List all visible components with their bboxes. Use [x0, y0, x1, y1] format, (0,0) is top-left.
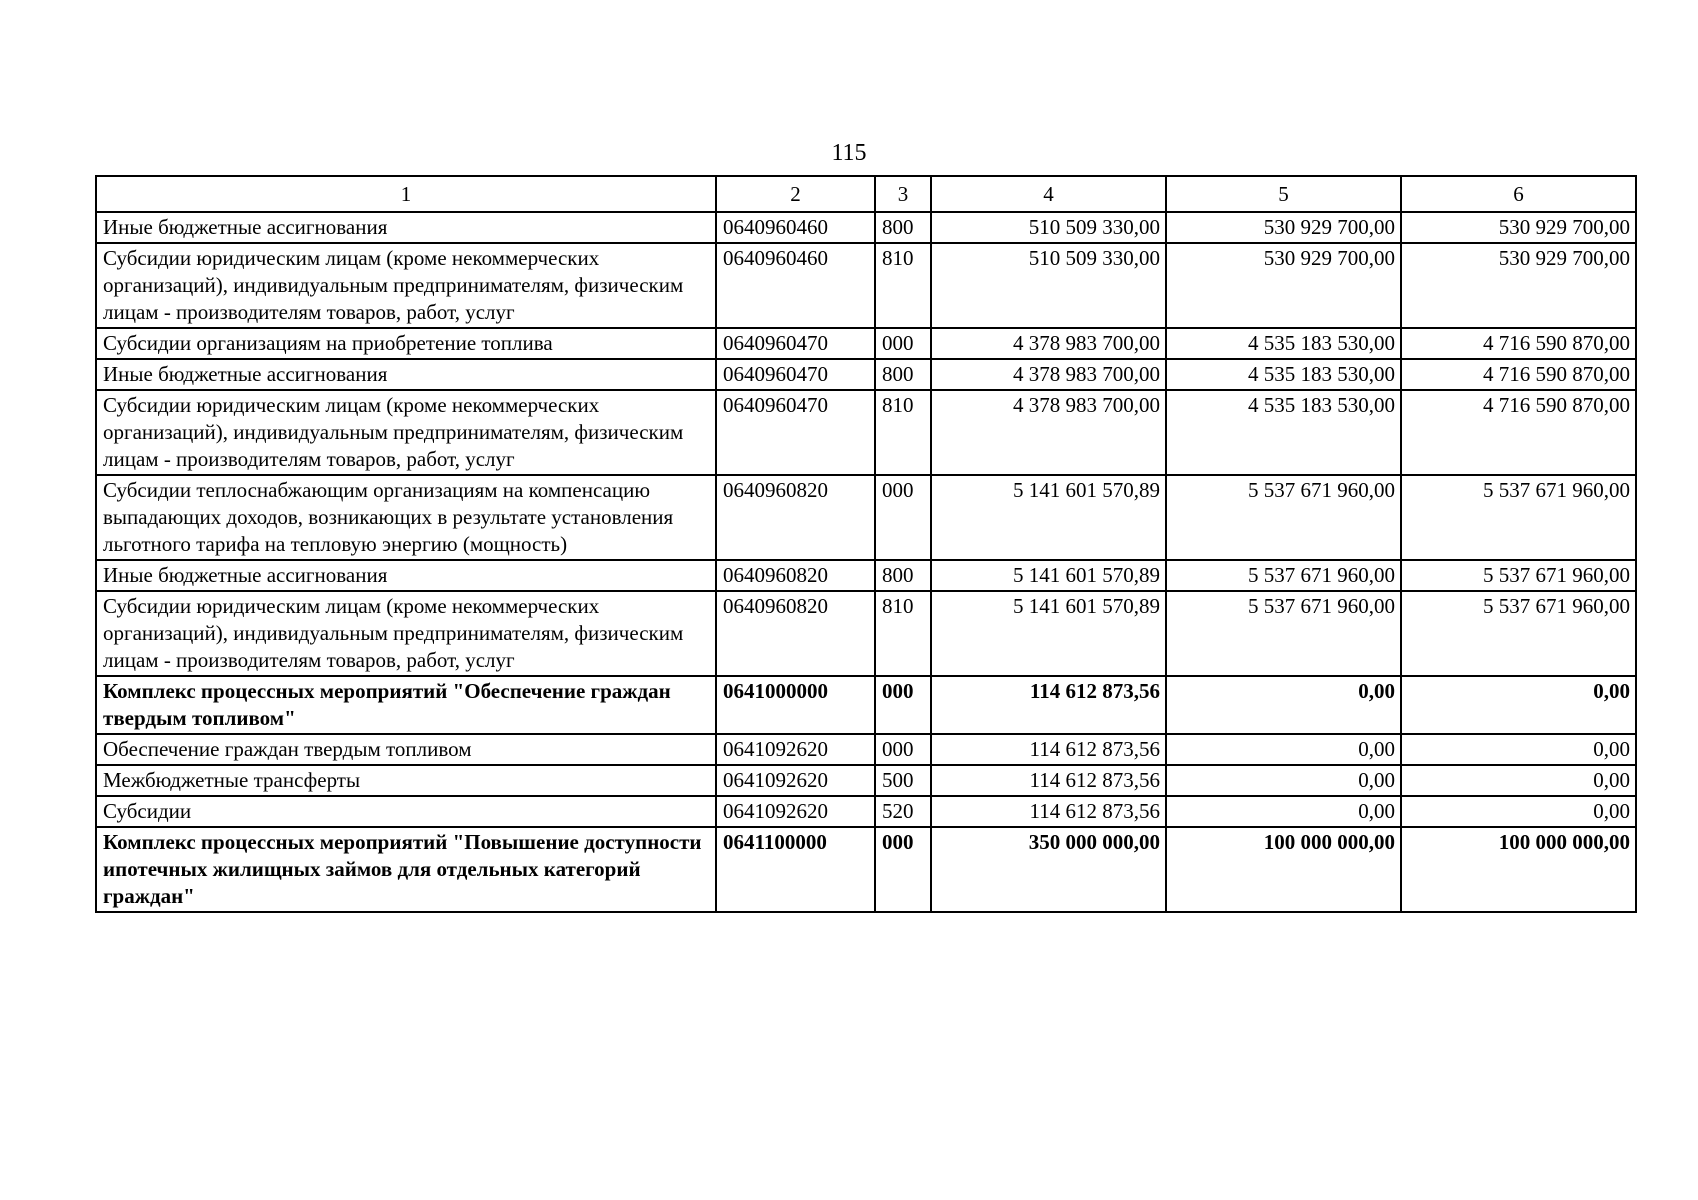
amount-col-6: 5 537 671 960,00: [1401, 560, 1636, 591]
amount-col-6: 530 929 700,00: [1401, 243, 1636, 328]
table-row: [96, 827, 1636, 912]
expense-type-code: 800: [875, 359, 931, 390]
expense-type-code: 500: [875, 765, 931, 796]
amount-col-5: 0,00: [1166, 796, 1401, 827]
amount-col-5: 4 535 183 530,00: [1166, 390, 1401, 475]
expense-type-code: 810: [875, 390, 931, 475]
table-row: [96, 765, 1636, 796]
amount-col-4: 350 000 000,00: [931, 827, 1166, 912]
item-name: Комплекс процессных мероприятий "Обеспечение граждан твердым топливом": [96, 676, 716, 734]
table-row: [96, 676, 1636, 734]
item-name: Субсидии юридическим лицам (кроме некоммерческих организаций), индивидуальным предпринимателям, физическим лицам - производителям товаров, работ, услуг: [96, 243, 716, 328]
target-article-code: 0640960820: [716, 560, 875, 591]
amount-col-4: 114 612 873,56: [931, 734, 1166, 765]
expense-type-code: 000: [875, 734, 931, 765]
table-row: [96, 359, 1636, 390]
item-name: Обеспечение граждан твердым топливом: [96, 734, 716, 765]
table-row: [96, 390, 1636, 475]
page-number: 115: [831, 140, 867, 166]
amount-col-5: 0,00: [1166, 734, 1401, 765]
expense-type-code: 520: [875, 796, 931, 827]
amount-col-5: 5 537 671 960,00: [1166, 560, 1401, 591]
column-header-3: 3: [875, 176, 931, 212]
column-header-4: 4: [931, 176, 1166, 212]
item-name: Комплекс процессных мероприятий "Повышение доступности ипотечных жилищных займов для отдельных категорий граждан": [96, 827, 716, 912]
amount-col-4: 5 141 601 570,89: [931, 591, 1166, 676]
target-article-code: 0640960820: [716, 475, 875, 560]
amount-col-6: 5 537 671 960,00: [1401, 475, 1636, 560]
expense-type-code: 000: [875, 827, 931, 912]
amount-col-4: 4 378 983 700,00: [931, 328, 1166, 359]
target-article-code: 0640960460: [716, 243, 875, 328]
amount-col-4: 4 378 983 700,00: [931, 359, 1166, 390]
table-row: [96, 560, 1636, 591]
amount-col-5: 100 000 000,00: [1166, 827, 1401, 912]
target-article-code: 0641092620: [716, 765, 875, 796]
table-row: [96, 591, 1636, 676]
amount-col-5: 5 537 671 960,00: [1166, 475, 1401, 560]
table-row: [96, 475, 1636, 560]
item-name: Субсидии юридическим лицам (кроме некоммерческих организаций), индивидуальным предпринимателям, физическим лицам - производителям товаров, работ, услуг: [96, 591, 716, 676]
amount-col-6: 5 537 671 960,00: [1401, 591, 1636, 676]
target-article-code: 0641092620: [716, 734, 875, 765]
amount-col-6: 4 716 590 870,00: [1401, 390, 1636, 475]
table-row: [96, 212, 1636, 243]
amount-col-5: 530 929 700,00: [1166, 243, 1401, 328]
amount-col-6: 0,00: [1401, 796, 1636, 827]
amount-col-6: 4 716 590 870,00: [1401, 328, 1636, 359]
amount-col-6: 0,00: [1401, 765, 1636, 796]
target-article-code: 0640960470: [716, 359, 875, 390]
item-name: Иные бюджетные ассигнования: [96, 359, 716, 390]
target-article-code: 0641100000: [716, 827, 875, 912]
amount-col-4: 5 141 601 570,89: [931, 475, 1166, 560]
column-header-6: 6: [1401, 176, 1636, 212]
amount-col-6: 0,00: [1401, 676, 1636, 734]
expense-type-code: 810: [875, 591, 931, 676]
target-article-code: 0640960470: [716, 328, 875, 359]
amount-col-4: 5 141 601 570,89: [931, 560, 1166, 591]
budget-table: [95, 175, 1637, 913]
target-article-code: 0641092620: [716, 796, 875, 827]
expense-type-code: 800: [875, 560, 931, 591]
amount-col-5: 4 535 183 530,00: [1166, 328, 1401, 359]
column-header-1: 1: [96, 176, 716, 212]
target-article-code: 0640960470: [716, 390, 875, 475]
amount-col-6: 530 929 700,00: [1401, 212, 1636, 243]
amount-col-4: 114 612 873,56: [931, 765, 1166, 796]
expense-type-code: 810: [875, 243, 931, 328]
expense-type-code: 000: [875, 475, 931, 560]
target-article-code: 0641000000: [716, 676, 875, 734]
item-name: Иные бюджетные ассигнования: [96, 212, 716, 243]
amount-col-6: 4 716 590 870,00: [1401, 359, 1636, 390]
amount-col-6: 0,00: [1401, 734, 1636, 765]
amount-col-5: 530 929 700,00: [1166, 212, 1401, 243]
expense-type-code: 000: [875, 328, 931, 359]
table-row: [96, 734, 1636, 765]
item-name: Субсидии организациям на приобретение топлива: [96, 328, 716, 359]
table-body: [96, 212, 1636, 912]
amount-col-4: 4 378 983 700,00: [931, 390, 1166, 475]
amount-col-4: 114 612 873,56: [931, 676, 1166, 734]
amount-col-5: 0,00: [1166, 676, 1401, 734]
target-article-code: 0640960820: [716, 591, 875, 676]
item-name: Субсидии теплоснабжающим организациям на компенсацию выпадающих доходов, возникающих в результате установления льготного тарифа на тепловую энергию (мощность): [96, 475, 716, 560]
table-row: [96, 328, 1636, 359]
amount-col-6: 100 000 000,00: [1401, 827, 1636, 912]
item-name: Межбюджетные трансферты: [96, 765, 716, 796]
table-row: [96, 796, 1636, 827]
amount-col-5: 0,00: [1166, 765, 1401, 796]
expense-type-code: 800: [875, 212, 931, 243]
amount-col-5: 4 535 183 530,00: [1166, 359, 1401, 390]
header-row: [96, 176, 1636, 212]
table-row: [96, 243, 1636, 328]
column-header-5: 5: [1166, 176, 1401, 212]
item-name: Субсидии: [96, 796, 716, 827]
amount-col-4: 510 509 330,00: [931, 243, 1166, 328]
target-article-code: 0640960460: [716, 212, 875, 243]
item-name: Иные бюджетные ассигнования: [96, 560, 716, 591]
expense-type-code: 000: [875, 676, 931, 734]
column-header-2: 2: [716, 176, 875, 212]
item-name: Субсидии юридическим лицам (кроме некоммерческих организаций), индивидуальным предпринимателям, физическим лицам - производителям товаров, работ, услуг: [96, 390, 716, 475]
amount-col-5: 5 537 671 960,00: [1166, 591, 1401, 676]
amount-col-4: 510 509 330,00: [931, 212, 1166, 243]
amount-col-4: 114 612 873,56: [931, 796, 1166, 827]
